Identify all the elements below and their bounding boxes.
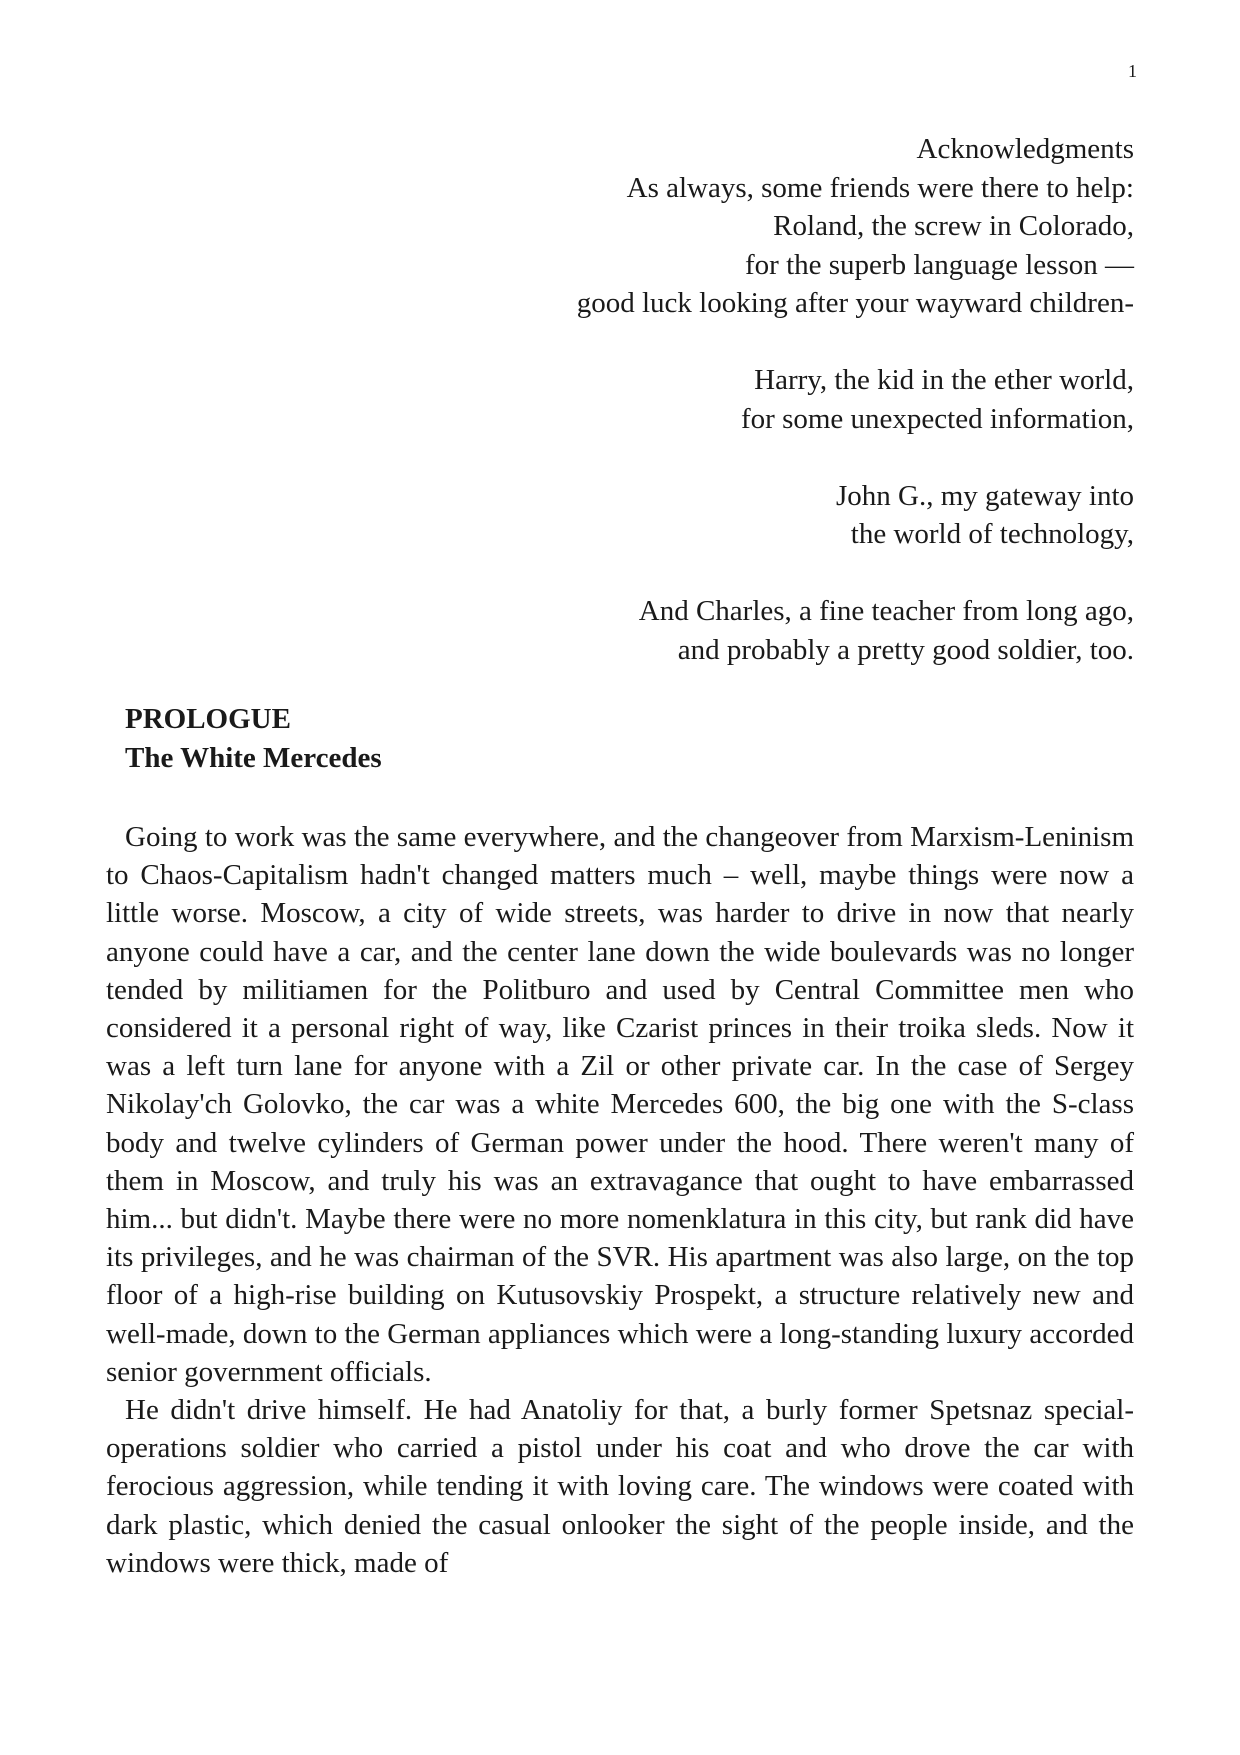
paragraph: Going to work was the same everywhere, and the changeover from Marxism-Leninism to Chaos-Capitalism hadn't changed matters much – well, maybe things were now a little worse. Moscow, a city of wide streets, was harder to drive in now that nearly anyone could have a car, and the center lane down the wide boulevards was no longer tended by militiamen for the Politburo and used by Central Committee men who considered it a personal right of way, like Czarist princes in their troika sleds. Now it was a left turn lane for anyone with a Zil or other private car. In the case of Sergey Nikolay'ch Golovko, the car was a white Mercedes 600, the big one with the S-class body and twelve cylinders of German power under the hood. There weren't many of them in Moscow, and truly his was an extravagance that ought to have embarrassed him... but didn't. Maybe there were no more nomenklatura in this city, but rank did have its privileges, and he was chairman of the SVR. His apartment was also large, on the top floor of a high-rise building on Kutusovskiy Prospekt, a structure relatively new and well-made, down to the German appliances which were a long-standing luxury accorded senior government officials. <box>106 821 1134 1388</box>
page-number: 1 <box>1128 61 1137 81</box>
stanza-gap <box>434 323 1134 362</box>
acknowledgments-line: And Charles, a fine teacher from long ago, <box>638 595 1134 627</box>
acknowledgments-line: John G., my gateway into <box>835 479 1134 512</box>
acknowledgments-block <box>434 130 1134 669</box>
stanza-gap <box>434 554 1134 593</box>
acknowledgments-line: good luck looking after your wayward children- <box>576 287 1134 319</box>
acknowledgments-line: Harry, the kid in the ether world, <box>754 364 1134 396</box>
acknowledgments-title: Acknowledgments <box>916 133 1134 165</box>
prologue-heading <box>125 700 382 777</box>
body-text <box>106 818 1134 1582</box>
paragraph: He didn't drive himself. He had Anatoliy for that, a burly former Spetsnaz special-operations soldier who carried a pistol under his coat and who drove the car with ferocious aggression, while tending it with loving care. The windows were coated with dark plastic, which denied the casual onlooker the sight of the people inside, and the windows were thick, made of <box>106 1394 1134 1579</box>
chapter-title: The White Mercedes <box>125 741 382 774</box>
acknowledgments-line: As always, some friends were there to help: <box>626 171 1134 204</box>
acknowledgments-line: and probably a pretty good soldier, too. <box>677 633 1134 666</box>
stanza-gap <box>434 438 1134 477</box>
prologue-label: PROLOGUE <box>125 703 291 735</box>
acknowledgments-line: the world of technology, <box>850 518 1134 550</box>
acknowledgments-line: Roland, the screw in Colorado, <box>773 210 1134 242</box>
acknowledgments-line: for some unexpected information, <box>741 402 1134 435</box>
acknowledgments-line: for the superb language lesson — <box>745 248 1134 281</box>
